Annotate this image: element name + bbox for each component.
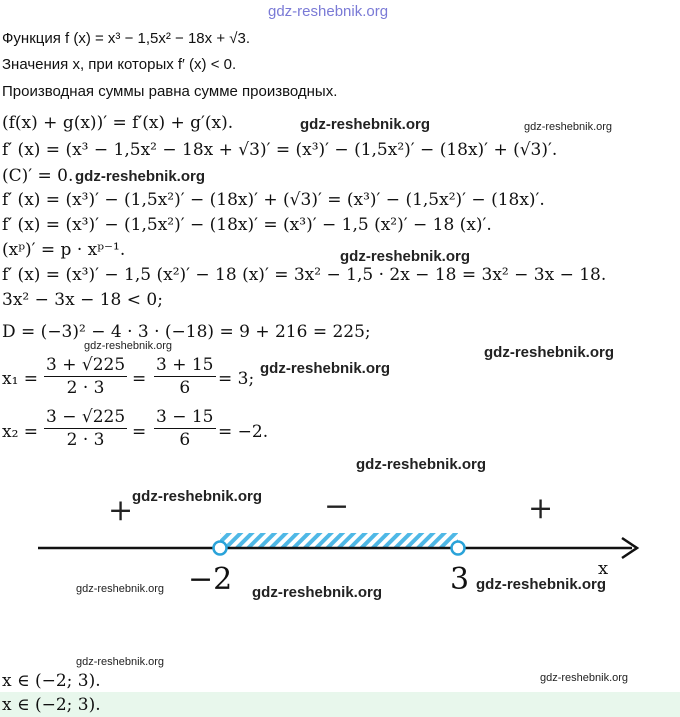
watermark: gdz-reshebnik.org <box>476 576 607 593</box>
watermark: gdz-reshebnik.org <box>524 121 613 133</box>
interval-hatch <box>220 533 458 547</box>
root-x1-fraction-1-numerator: 3 + √225 <box>46 355 126 375</box>
watermark: gdz-reshebnik.org <box>252 584 383 601</box>
watermark: gdz-reshebnik.org <box>356 456 487 473</box>
task-statement: Значения x, при которых f′ (x) < 0. <box>2 56 237 73</box>
discriminant: D = (−3)² − 4 · 3 · (−18) = 9 + 216 = 225; <box>2 322 371 342</box>
point-right-open <box>452 542 465 555</box>
point-label-right: 3 <box>450 562 470 597</box>
sign-plus-right: + <box>528 491 554 526</box>
derivative-expansion-3: f′ (x) = (x³)′ − (1,5x²)′ − (18x)′ = (x³)′ − 1,5 (x²)′ − 18 (x)′. <box>2 215 492 235</box>
watermark: gdz-reshebnik.org <box>484 344 615 361</box>
point-left-open <box>214 542 227 555</box>
root-x1-equals: = <box>132 369 147 389</box>
derivative-expansion-1: f′ (x) = (x³ − 1,5x² − 18x + √3)′ = (x³)′ − (1,5x²)′ − (18x)′ + (√3)′. <box>2 140 558 160</box>
axis-label-x: x <box>598 558 609 579</box>
root-x2-fraction-2-denominator: 6 <box>179 430 191 450</box>
root-x1-label: x₁ = <box>2 369 39 389</box>
function-statement: Функция f (x) = x³ − 1,5x² − 18x + √3. <box>2 30 250 47</box>
watermark: gdz-reshebnik.org <box>76 656 165 668</box>
sign-plus-left: + <box>108 493 134 528</box>
answer-highlight <box>0 692 680 717</box>
constant-rule: (C)′ = 0. <box>2 166 74 186</box>
watermark: gdz-reshebnik.org <box>75 168 206 185</box>
root-x2-fraction-1 <box>44 407 127 450</box>
root-x1-fraction-2-numerator: 3 + 15 <box>156 355 214 375</box>
watermark: gdz-reshebnik.org <box>84 340 173 352</box>
power-rule: (xᵖ)′ = p · xᵖ⁻¹. <box>2 240 126 260</box>
root-x2-label: x₂ = <box>2 422 39 442</box>
answer-line: x ∈ (−2; 3). <box>2 671 101 691</box>
root-x2-result: = −2. <box>218 422 269 442</box>
derivative-result: f′ (x) = (x³)′ − 1,5 (x²)′ − 18 (x)′ = 3x² − 1,5 · 2x − 18 = 3x² − 3x − 18. <box>2 265 607 285</box>
point-label-left: −2 <box>188 562 233 597</box>
watermark: gdz-reshebnik.org <box>260 360 391 377</box>
watermark: gdz-reshebnik.org <box>340 248 471 265</box>
root-x1-fraction-2 <box>154 355 216 398</box>
derivative-expansion-2: f′ (x) = (x³)′ − (1,5x²)′ − (18x)′ + (√3)′ = (x³)′ − (1,5x²)′ − (18x)′. <box>2 190 545 210</box>
derivative-rule-text: Производная суммы равна сумме производных. <box>2 83 338 100</box>
inequality: 3x² − 3x − 18 < 0; <box>2 290 163 310</box>
root-x2-equals: = <box>132 422 147 442</box>
root-x1-fraction-1-denominator: 2 · 3 <box>66 378 105 398</box>
root-x2-fraction-1-denominator: 2 · 3 <box>66 430 105 450</box>
answer-line-highlighted: x ∈ (−2; 3). <box>2 695 101 715</box>
root-x1-fraction-2-denominator: 6 <box>179 378 191 398</box>
watermark: gdz-reshebnik.org <box>76 583 165 595</box>
root-x1-fraction-1 <box>44 355 127 398</box>
watermark: gdz-reshebnik.org <box>540 672 629 684</box>
watermark: gdz-reshebnik.org <box>300 116 431 133</box>
root-x2-fraction-2 <box>154 407 216 450</box>
watermark-top: gdz-reshebnik.org <box>268 3 389 20</box>
root-x2-fraction-2-numerator: 3 − 15 <box>156 407 214 427</box>
root-x2-fraction-1-numerator: 3 − √225 <box>46 407 126 427</box>
sign-minus-middle: − <box>324 489 350 524</box>
sum-rule-formula: (f(x) + g(x))′ = f′(x) + g′(x). <box>2 113 234 133</box>
root-x1-result: = 3; <box>218 369 255 389</box>
watermark: gdz-reshebnik.org <box>132 488 263 505</box>
